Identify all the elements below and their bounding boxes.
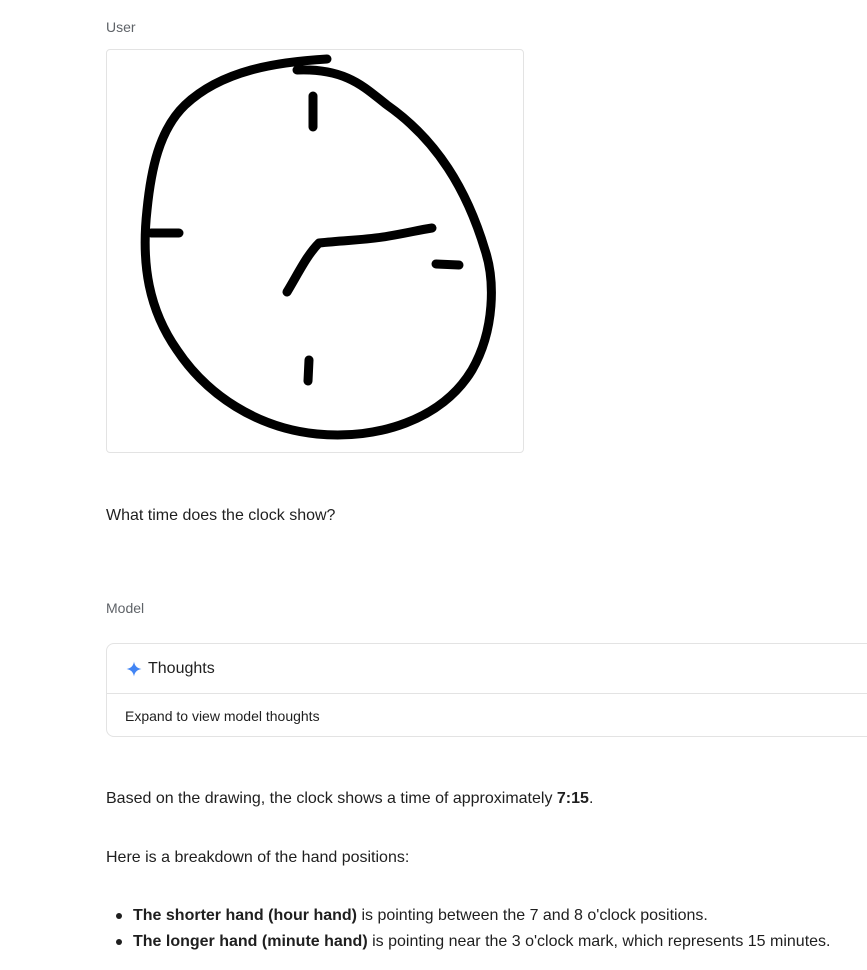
- answer-intro-text: Based on the drawing, the clock shows a time of approximately: [106, 790, 557, 807]
- model-role-label: Model: [106, 600, 145, 616]
- thoughts-header[interactable]: [107, 644, 867, 694]
- answer-paragraph-2: Here is a breakdown of the hand positions:: [106, 849, 410, 866]
- list-item: [106, 906, 831, 932]
- user-message-text: What time does the clock show?: [106, 507, 336, 524]
- list-item-text: is pointing near the 3 o'clock mark, which represents 15 minutes.: [367, 933, 831, 950]
- sparkle-icon: [126, 661, 142, 677]
- expand-thoughts-link[interactable]: Expand to view model thoughts: [125, 707, 320, 724]
- hand-drawn-clock-image: [107, 50, 523, 452]
- thoughts-panel: [106, 643, 867, 737]
- answer-time: 7:15: [556, 790, 589, 807]
- user-role-label: User: [106, 19, 136, 35]
- answer-bullet-list: [106, 906, 831, 958]
- tick-3: [436, 264, 459, 265]
- clock-hands: [287, 228, 432, 292]
- answer-intro-period: .: [588, 790, 594, 807]
- tick-6: [308, 360, 309, 381]
- user-image-attachment[interactable]: [106, 49, 524, 453]
- bullet-icon: [116, 939, 122, 945]
- list-item: [106, 932, 831, 958]
- list-item-bold: The shorter hand (hour hand): [133, 907, 357, 924]
- bullet-icon: [116, 913, 122, 919]
- list-item-bold: The longer hand (minute hand): [133, 933, 368, 950]
- thoughts-title: Thoughts: [148, 659, 215, 677]
- list-item-text: is pointing between the 7 and 8 o'clock positions.: [357, 907, 708, 924]
- answer-paragraph-1: [106, 790, 593, 808]
